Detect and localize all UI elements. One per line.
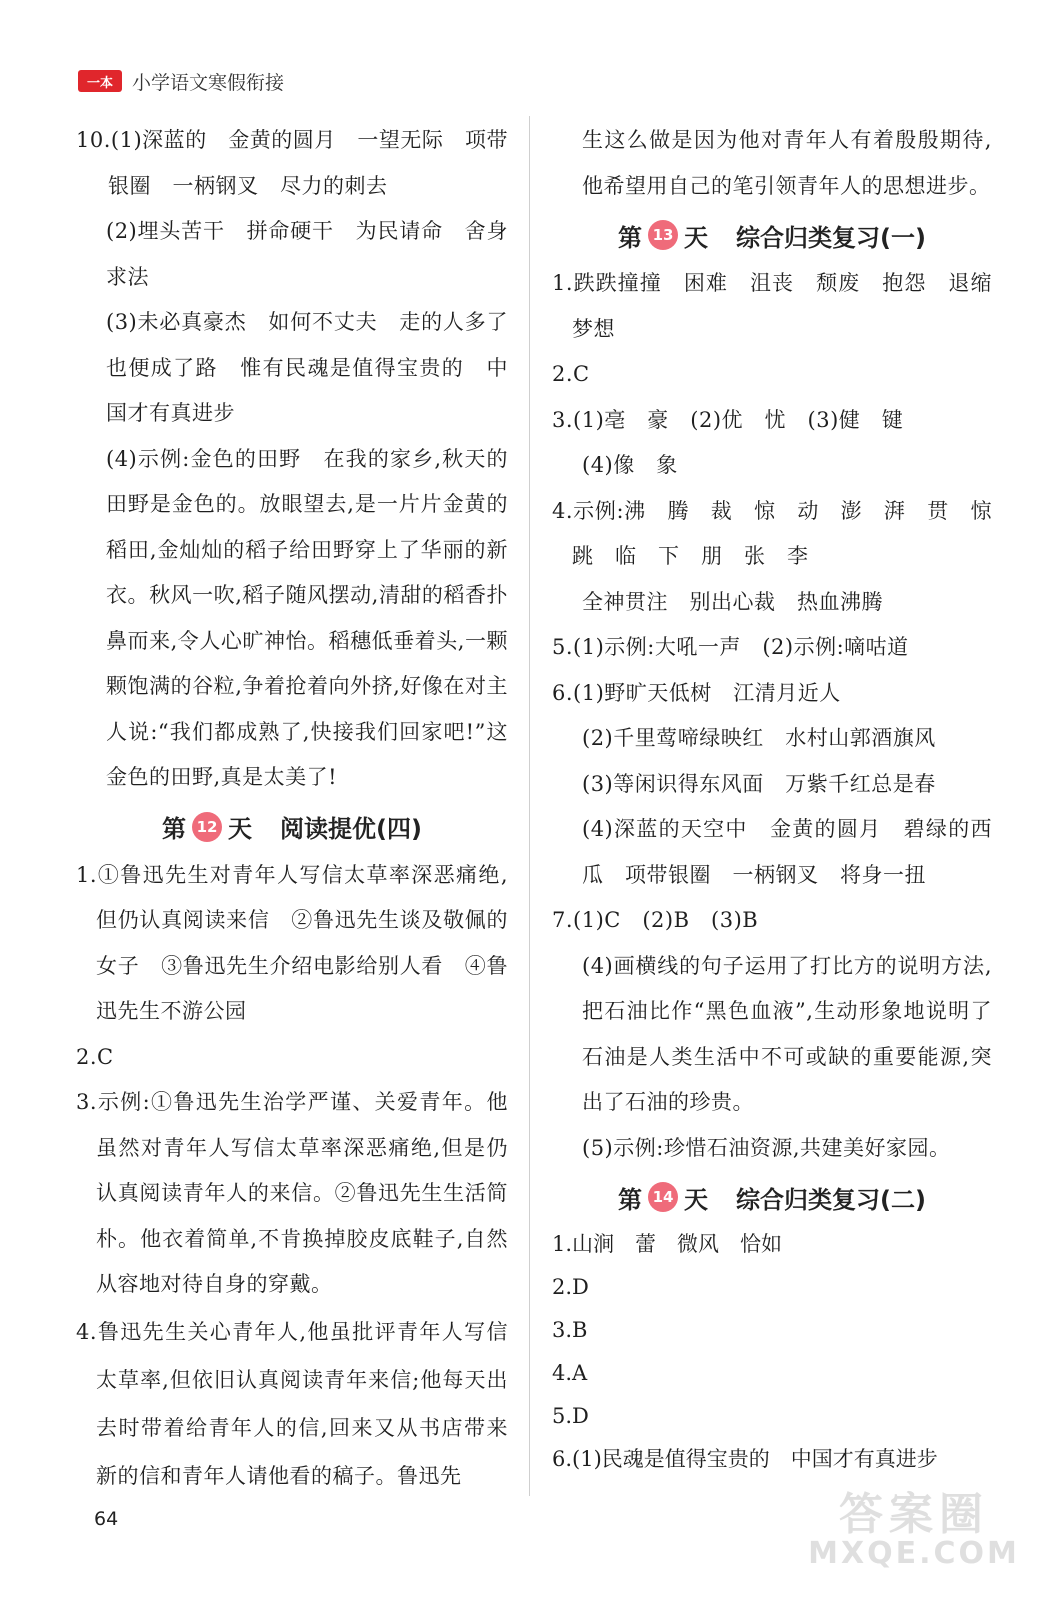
answer-12-4-continued: 生这么做是因为他对青年人有着殷殷期待,他希望用自己的笔引领青年人的思想进步。 [582, 128, 992, 198]
answer-13-6-3: (3)等闲识得东风面 万紫千红总是春 [582, 771, 936, 796]
answer-12-3: 3.示例:①鲁迅先生治学严谨、关爱青年。他虽然对青年人写信太草率深恶痛绝,但是仍认真阅读青年人的来信。②鲁迅先生生活简朴。他衣着简单,不肯换掉胶皮底鞋子,自然从容地对待自身的穿戴。 [76, 1090, 508, 1296]
answer-13-6-2: (2)千里莺啼绿映红 水村山郭酒旗风 [582, 726, 936, 750]
answer-13-3-4: (4)像 象 [582, 453, 678, 477]
answer-13-7-5: (5)示例:珍惜石油资源,共建美好家园。 [582, 1135, 951, 1160]
answer-13-6-4: (4)深蓝的天空中 金黄的圆月 碧绿的西瓜 项带银圈 一柄钢叉 将身一扭 [582, 817, 992, 887]
answer-12-2: 2.C [76, 1044, 114, 1069]
section-title: 综合归类复习(一) [736, 223, 926, 252]
answer-13-4: 4.示例:沸 腾 裁 惊 动 澎 湃 贯 惊 跳 临 下 朋 张 李 [552, 498, 1014, 568]
section-heading-day-12: 第 12 天 阅读提优(四) [76, 801, 508, 853]
answer-10-4: (4)示例:金色的田野 在我的家乡,秋天的田野是金色的。放眼望去,是一片片金黄的稻田,金灿灿的稻子给田野穿上了华丽的新衣。秋风一吹,稻子随风摆动,清甜的稻香扑鼻而来,令人心旷神怡。稻穗低垂着头,一颗颗饱满的谷粒,争着抢着向外挤,好像在对主人说:“我们都成熟了,快接我们回家吧!”这金色的田野,真是太美了! [106, 446, 508, 789]
answer-13-5: 5.(1)示例:大吼一声 (2)示例:嘀咕道 [552, 635, 909, 659]
left-column [76, 118, 530, 1500]
answer-12-4: 4.鲁迅先生关心青年人,他虽批评青年人写信太草率,但依旧认真阅读青年来信;他每天出去时带着给青年人的信,回来又从书店带来新的信和青年人请他看的稿子。鲁迅先 [76, 1319, 508, 1488]
answer-14-1: 1.山涧 蕾 微风 恰如 [552, 1232, 783, 1256]
answer-13-7-4: (4)画横线的句子运用了打比方的说明方法,把石油比作“黑色血液”,生动形象地说明了石油是人类生活中不可或缺的重要能源,突出了石油的珍贵。 [582, 953, 992, 1114]
answer-14-4: 4.A [552, 1361, 588, 1385]
book-title: 小学语文寒假衔接 [132, 71, 285, 94]
section-heading-day-14: 第 14 天 综合归类复习(二) [552, 1171, 992, 1223]
section-title: 综合归类复习(二) [736, 1185, 926, 1214]
page-header [78, 66, 284, 96]
right-column [552, 118, 1014, 1481]
day-number-badge: 12 [192, 812, 222, 842]
section-title: 阅读提优(四) [280, 815, 422, 843]
answer-10-3: (3)未必真豪杰 如何不丈夫 走的人多了 也便成了路 惟有民魂是值得宝贵的 中国才有真进步 [106, 310, 530, 425]
section-heading-day-13: 第 13 天 综合归类复习(一) [552, 209, 992, 261]
answer-13-3: 3.(1)亳 豪 (2)优 忧 (3)健 键 [552, 407, 904, 432]
answer-10-1: 10.(1)深蓝的 金黄的圆月 一望无际 项带银圈 一柄钢叉 尽力的刺去 [76, 128, 508, 198]
answer-14-6: 6.(1)民魂是值得宝贵的 中国才有真进步 [552, 1447, 938, 1471]
answer-12-1: 1.①鲁迅先生对青年人写信太草率深恶痛绝,但仍认真阅读来信 ②鲁迅先生谈及敬佩的女子 ③鲁迅先生介绍电影给别人看 ④鲁迅先生不游公园 [76, 862, 508, 1023]
answer-13-7: 7.(1)C (2)B (3)B [552, 908, 759, 932]
answer-13-2: 2.C [552, 362, 590, 386]
day-number-badge: 14 [648, 1182, 678, 1212]
page-number: 64 [94, 1508, 119, 1530]
answer-13-1: 1.跌跌撞撞 困难 沮丧 颓废 抱怨 退缩 梦想 [552, 271, 1014, 341]
brand-logo: 一本 [78, 70, 122, 92]
answer-13-4-idioms: 全神贯注 别出心裁 热血沸腾 [582, 589, 883, 614]
answer-14-5: 5.D [552, 1404, 589, 1428]
answer-13-6-1: 6.(1)野旷天低树 江清月近人 [552, 680, 841, 705]
watermark-logo: 答案圈 MXQE.COM [808, 1489, 1020, 1571]
day-number-badge: 13 [648, 220, 678, 250]
answer-14-2: 2.D [552, 1275, 589, 1299]
answer-10-2: (2)埋头苦干 拼命硬干 为民请命 舍身求法 [106, 219, 508, 289]
answer-14-3: 3.B [552, 1318, 588, 1342]
